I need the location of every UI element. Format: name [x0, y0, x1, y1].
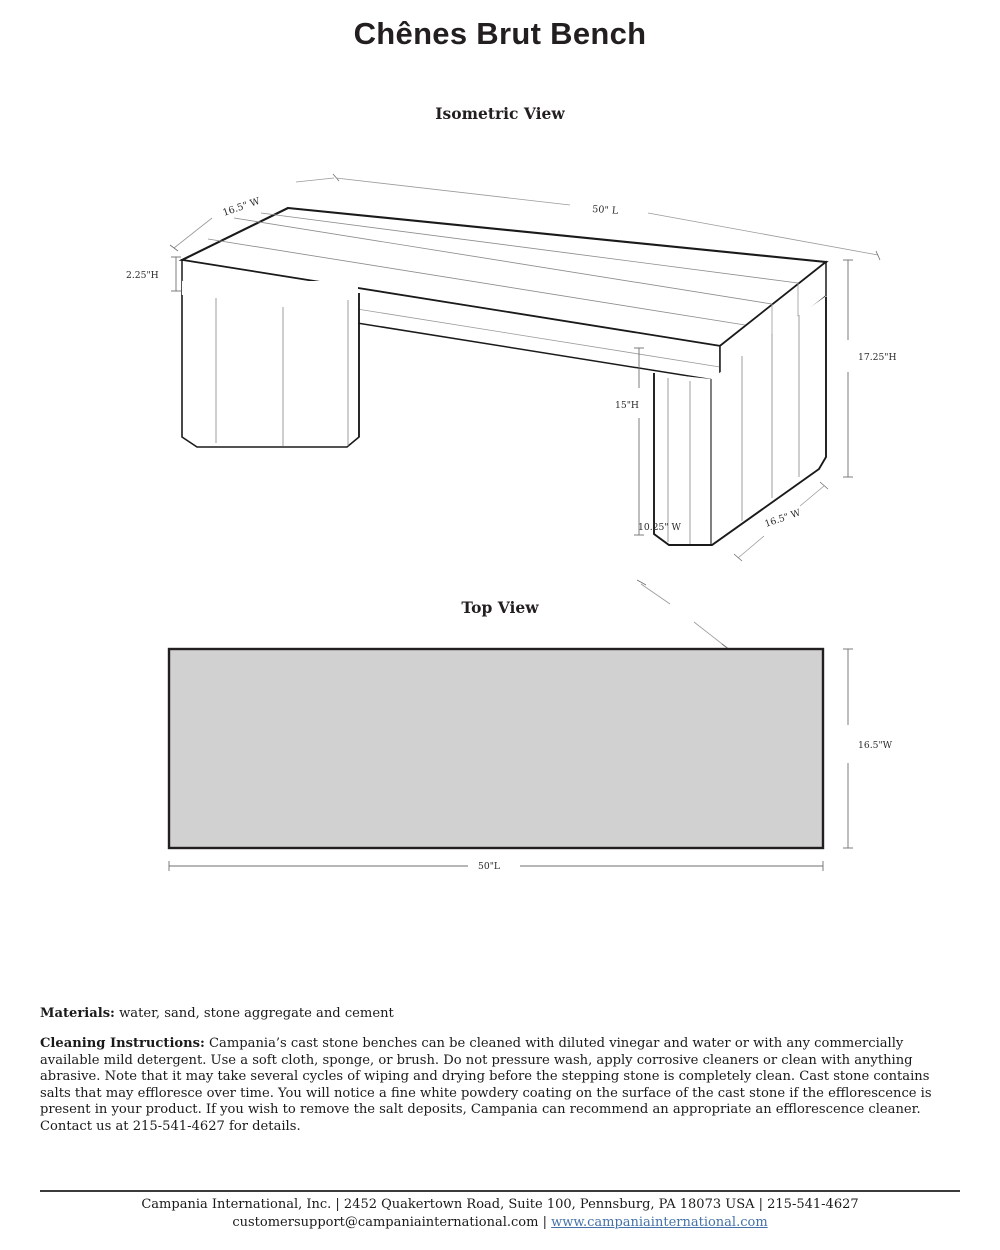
dim-top-width-label: 16.5"W: [858, 740, 893, 751]
dim-top-width: [843, 649, 893, 848]
dim-seat-thickness-label: 2.25"H: [126, 270, 159, 281]
dim-leg-width-label: 16.5" W: [763, 507, 803, 530]
dim-leg-depth-label: 10.25" W: [638, 522, 681, 533]
dim-overall-height: [843, 260, 897, 477]
cleaning-instructions-label: Cleaning Instructions:: [40, 1036, 205, 1051]
top-view-rect: [169, 649, 823, 848]
footer-website-link[interactable]: www.campaniainternational.com: [551, 1215, 768, 1230]
dim-leg-height: [615, 348, 644, 535]
footer: [0, 1196, 1000, 1232]
dim-seat-length-label: 50" L: [591, 204, 619, 217]
cleaning-instructions-value: Campania’s cast stone benches can be cleaned with diluted vinegar and water or with any commercially available mild detergent. Use a soft cloth, sponge, or brush. Do not pressure wash, apply corrosive cleaners or clean with anything abrasive. Note that it may take several cycles of wiping and drying before the stepping stone is completely clean. Cast stone contains salts that may effloresce over time. You will notice a fine white powdery coating on the surface of the cast stone if the efflorescence is present in your product. If you wish to remove the salt deposits, Campania can recommend an appropriate an efflorescence cleaner. Contact us at 215-541-4627 for details.: [40, 1036, 932, 1134]
left-leg-front-face: [182, 281, 358, 446]
footer-divider: [40, 1190, 960, 1192]
footer-contact-line: [0, 1214, 1000, 1232]
right-leg-front-face: [654, 373, 711, 544]
dim-top-length-label: 50"L: [478, 861, 501, 872]
top-view-drawing: [0, 630, 1000, 870]
dim-seat-thickness: [126, 257, 181, 291]
dim-leg-height-label: 15"H: [615, 400, 639, 411]
footer-separator: |: [538, 1215, 552, 1230]
materials-label: Materials:: [40, 1006, 115, 1021]
page-title: Chênes Brut Bench: [353, 16, 647, 51]
isometric-view-heading: Isometric View: [435, 104, 565, 123]
top-view-heading: Top View: [461, 598, 539, 617]
materials-line: [40, 1006, 962, 1023]
footer-email: customersupport@campaniainternational.com: [232, 1215, 539, 1230]
dim-top-length: [169, 861, 823, 872]
footer-address-line: Campania International, Inc. | 2452 Quakertown Road, Suite 100, Pennsburg, PA 18073 USA | 215-541-4627: [141, 1197, 859, 1212]
cleaning-instructions-paragraph: [40, 1036, 962, 1136]
dim-overall-height-label: 17.25"H: [858, 352, 897, 363]
dim-seat-width-label: 16.5" W: [221, 195, 262, 219]
materials-value: water, sand, stone aggregate and cement: [114, 1006, 394, 1021]
isometric-drawing: [0, 150, 1000, 580]
